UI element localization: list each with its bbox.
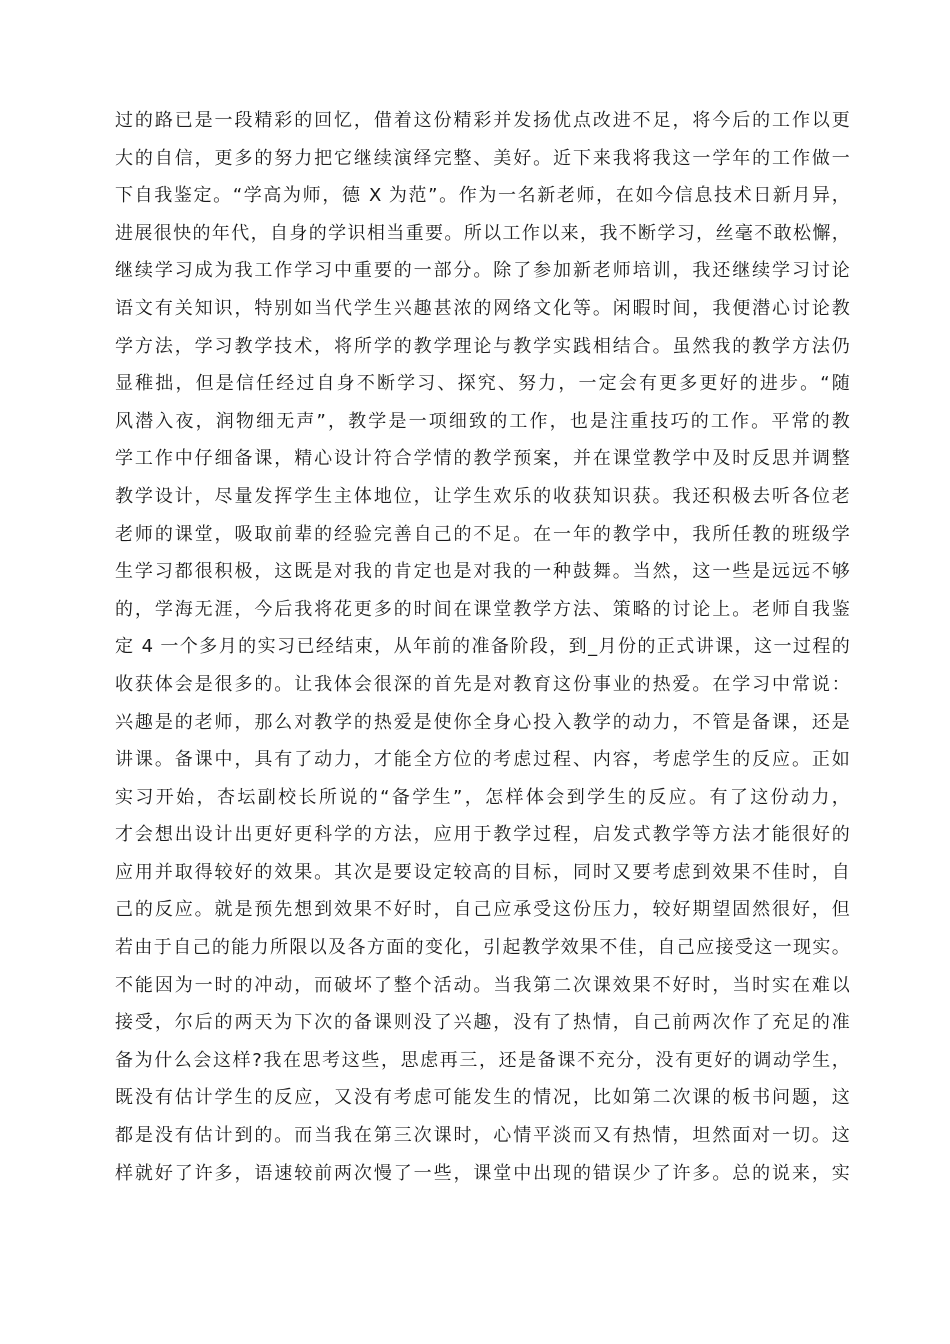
text-line: 讲课。备课中，具有了动力，才能全方位的考虑过程、内容，考虑学生的反应。正如: [115, 749, 850, 771]
body-text: [115, 102, 850, 1192]
text-line: 大的自信，更多的努力把它继续演绎完整、美好。近下来我将我这一学年的工作做一: [115, 147, 850, 169]
text-line: 的，学海无涯，今后我将花更多的时间在课堂教学方法、策略的讨论上。老师自我鉴: [115, 598, 850, 620]
text-line: 学工作中仔细备课，精心设计符合学情的教学预案，并在课堂教学中及时反思并调整: [115, 448, 850, 470]
text-line: 定 4 一个多月的实习已经结束，从年前的准备阶段，到_月份的正式讲课，这一过程的: [115, 636, 850, 658]
text-line: 若由于自己的能力所限以及各方面的变化，引起教学效果不佳，自己应接受这一现实。: [115, 937, 850, 959]
text-line: 接受，尔后的两天为下次的备课则没了兴趣，没有了热情，自己前两次作了充足的准: [115, 1012, 850, 1034]
text-line: 教学设计，尽量发挥学生主体地位，让学生欢乐的收获知识获。我还积极去听各位老: [115, 485, 850, 507]
text-line: 既没有估计学生的反应，又没有考虑可能发生的情况，比如第二次课的板书问题，这: [115, 1087, 850, 1109]
text-line: 兴趣是的老师，那么对教学的热爱是使你全身心投入教学的动力，不管是备课，还是: [115, 711, 850, 733]
text-line: 进展很快的年代，自身的学识相当重要。所以工作以来，我不断学习，丝毫不敢松懈，: [115, 222, 850, 244]
text-line: 不能因为一时的冲动，而破坏了整个活动。当我第二次课效果不好时，当时实在难以: [115, 974, 850, 996]
text-line: 都是没有估计到的。而当我在第三次课时，心情平淡而又有热情，坦然面对一切。这: [115, 1125, 850, 1147]
text-line: 己的反应。就是预先想到效果不好时，自己应承受这份压力，较好期望固然很好，但: [115, 899, 850, 921]
text-line: 应用并取得较好的效果。其次是要设定较高的目标，同时又要考虑到效果不佳时，自: [115, 861, 850, 883]
text-line: 生学习都很积极，这既是对我的肯定也是对我的一种鼓舞。当然，这一些是远远不够: [115, 561, 850, 583]
text-line: 备为什么会这样?我在思考这些，思虑再三，还是备课不充分，没有更好的调动学生，: [115, 1049, 850, 1071]
text-line: 实习开始，杏坛副校长所说的“备学生”，怎样体会到学生的反应。有了这份动力，: [115, 786, 850, 808]
text-line: 显稚拙，但是信任经过自身不断学习、探究、努力，一定会有更多更好的进步。“随: [115, 373, 850, 395]
text-line: 收获体会是很多的。让我体会很深的首先是对教育这份事业的热爱。在学习中常说：: [115, 673, 850, 695]
text-line: 语文有关知识，特别如当代学生兴趣甚浓的网络文化等。闲暇时间，我便潜心讨论教: [115, 297, 850, 319]
text-line: 下自我鉴定。“学高为师，德 X 为范”。作为一名新老师，在如今信息技术日新月异，: [115, 185, 850, 207]
text-line: 学方法，学习教学技术，将所学的教学理论与教学实践相结合。虽然我的教学方法仍: [115, 335, 850, 357]
text-line: 才会想出设计出更好更科学的方法，应用于教学过程，启发式教学等方法才能很好的: [115, 824, 850, 846]
text-line: 风潜入夜，润物细无声”，教学是一项细致的工作，也是注重技巧的工作。平常的教: [115, 410, 850, 432]
text-line: 老师的课堂，吸取前辈的经验完善自己的不足。在一年的教学中，我所任教的班级学: [115, 523, 850, 545]
text-line: 继续学习成为我工作学习中重要的一部分。除了参加新老师培训，我还继续学习讨论: [115, 260, 850, 282]
text-line: 样就好了许多，语速较前两次慢了一些，课堂中出现的错误少了许多。总的说来，实: [115, 1162, 850, 1184]
text-line: 过的路已是一段精彩的回忆，借着这份精彩并发扬优点改进不足，将今后的工作以更: [115, 110, 850, 131]
